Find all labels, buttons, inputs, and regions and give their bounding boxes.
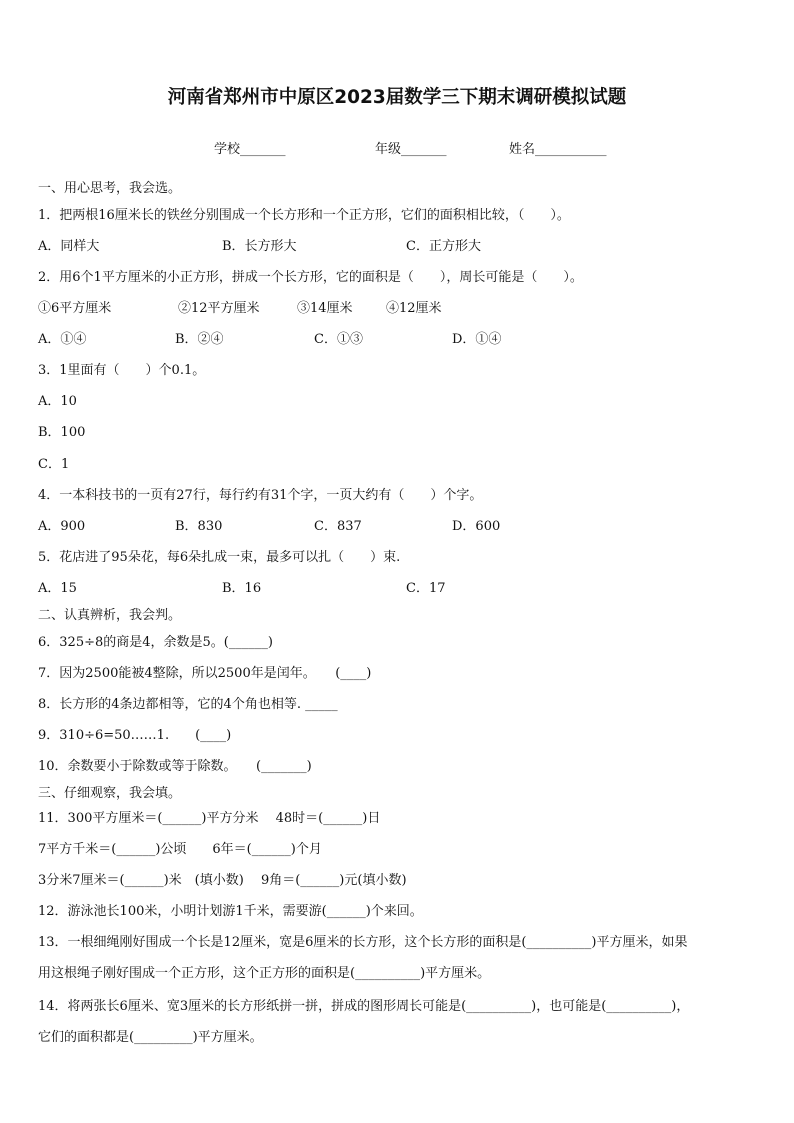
question-13-line-1: 13．一根细绳刚好围成一个长是12厘米，宽是6厘米的长方形，这个长方形的面积是(__________)平方厘米，如果 <box>38 935 688 950</box>
name-field: 姓名___________ <box>509 142 607 157</box>
section-heading-2: 二、认真辨析，我会判。 <box>38 608 182 623</box>
q4-option-b: B．830 <box>175 519 223 534</box>
q1-option-b: B．长方形大 <box>222 239 297 254</box>
q1-option-a: A．同样大 <box>38 239 100 254</box>
question-11-line-2: 7平方千米＝(______)公顷 6年＝(______)个月 <box>38 842 322 857</box>
question-14-line-1: 14．将两张长6厘米、宽3厘米的长方形纸拼一拼，拼成的图形周长可能是(__________)，也可能是(__________)， <box>38 999 690 1014</box>
question-6: 6．325÷8的商是4，余数是5。(______) <box>38 635 273 650</box>
page-title: 河南省郑州市中原区2023届数学三下期末调研模拟试题 <box>167 87 627 108</box>
q2-choice-3: ③14厘米 <box>297 301 353 316</box>
q2-choice-1: ①6平方厘米 <box>38 301 112 316</box>
q4-option-d: D．600 <box>452 519 501 534</box>
question-10: 10．余数要小于除数或等于除数。 (_______) <box>38 759 312 774</box>
q3-option-b: B．100 <box>38 425 86 440</box>
q2-option-a: A．①④ <box>38 332 87 347</box>
q3-option-c: C．1 <box>38 457 70 472</box>
question-9: 9．310÷6=50……1. (____) <box>38 728 232 743</box>
question-3-stem: 3．1里面有（ ）个0.1。 <box>38 363 206 378</box>
q3-option-a: A．10 <box>38 394 77 409</box>
q2-choice-2: ②12平方厘米 <box>178 301 260 316</box>
question-11-line-1: 11．300平方厘米＝(______)平方分米 48时＝(______)日 <box>38 811 381 826</box>
q2-choice-4: ④12厘米 <box>386 301 442 316</box>
school-field: 学校_______ <box>214 142 286 157</box>
q5-option-b: B．16 <box>222 581 262 596</box>
question-7: 7．因为2500能被4整除，所以2500年是闰年。 (____) <box>38 666 372 681</box>
q5-option-a: A．15 <box>38 581 77 596</box>
q1-option-c: C．正方形大 <box>406 239 481 254</box>
q2-option-d: D．①④ <box>452 332 502 347</box>
question-14-line-2: 它们的面积都是(_________)平方厘米。 <box>38 1030 263 1045</box>
q4-option-c: C．837 <box>314 519 362 534</box>
section-heading-1: 一、用心思考，我会选。 <box>38 181 182 196</box>
section-heading-3: 三、仔细观察，我会填。 <box>38 786 182 801</box>
question-5-stem: 5．花店进了95朵花，每6朵扎成一束，最多可以扎（ ）束. <box>38 550 401 565</box>
q2-option-c: C．①③ <box>314 332 363 347</box>
q2-option-b: B．②④ <box>175 332 224 347</box>
question-2-stem: 2．用6个1平方厘米的小正方形，拼成一个长方形，它的面积是（ ），周长可能是（ ）。 <box>38 270 583 285</box>
grade-field: 年级_______ <box>375 142 447 157</box>
question-4-stem: 4．一本科技书的一页有27行，每行约有31个字，一页大约有（ ）个字。 <box>38 488 483 503</box>
question-13-line-2: 用这根绳子刚好围成一个正方形，这个正方形的面积是(__________)平方厘米。 <box>38 966 491 981</box>
question-11-line-3: 3分米7厘米＝(______)米 (填小数) 9角＝(______)元(填小数) <box>38 873 407 888</box>
question-1-stem: 1．把两根16厘米长的铁丝分别围成一个长方形和一个正方形，它们的面积相比较，（ ）。 <box>38 208 570 223</box>
question-8: 8．长方形的4条边都相等，它的4个角也相等. _____ <box>38 697 338 712</box>
q4-option-a: A．900 <box>38 519 86 534</box>
q5-option-c: C．17 <box>406 581 446 596</box>
question-12: 12．游泳池长100米，小明计划游1千米，需要游(______)个来回。 <box>38 904 423 919</box>
